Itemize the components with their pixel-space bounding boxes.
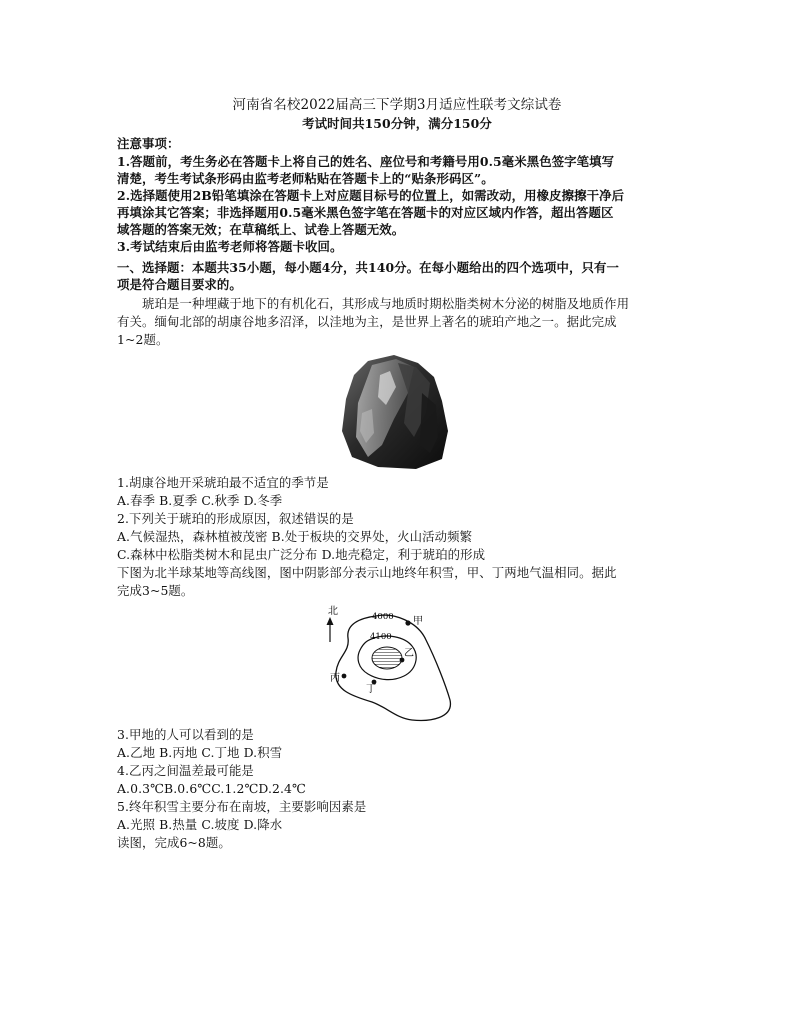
exam-title: 河南省名校2022届高三下学期3月适应性联考文综试卷 — [232, 97, 562, 113]
label-ding: 丁 — [366, 684, 376, 695]
passage-2-line-1: 下图为北半球某地等高线图，图中阴影部分表示山地终年积雪，甲、丁两地气温相同。据此 — [117, 565, 617, 580]
question-2-options-1: A.气候湿热，森林植被茂密 B.处于板块的交界处，火山活动频繁 — [117, 529, 473, 544]
label-bing: 丙 — [330, 673, 340, 684]
question-2: 2.下列关于琥珀的形成原因，叙述错误的是 — [117, 511, 354, 526]
passage-2-line-2: 完成3~5题。 — [117, 583, 194, 598]
note-2-line-2: 再填涂其它答案；非选择题用0.5毫米黑色签字笔在答题卡的对应区域内作答，超出答题区 — [117, 205, 614, 220]
passage-1-line-1: 琥珀是一种埋藏于地下的有机化石，其形成与地质时期松脂类树木分泌的树脂及地质作用 — [142, 296, 630, 311]
contour-label-4000: 4000 — [372, 612, 394, 622]
question-4-options: A.0.3℃B.0.6℃C.1.2℃D.2.4℃ — [117, 781, 307, 796]
point-bing — [342, 674, 347, 679]
label-jia: 甲 — [413, 616, 423, 627]
question-5-options: A.光照 B.热量 C.坡度 D.降水 — [117, 817, 283, 832]
read-instruction: 读图，完成6~8题。 — [117, 835, 231, 850]
passage-1-line-3: 1~2题。 — [117, 332, 169, 347]
note-2-line-1: 2.选择题使用2B铅笔填涂在答题卡上对应题目标号的位置上，如需改动，用橡皮擦擦干净后 — [117, 188, 625, 203]
question-5: 5.终年积雪主要分布在南坡，主要影响因素是 — [117, 799, 367, 814]
exam-subtitle: 考试时间共150分钟，满分150分 — [302, 116, 492, 131]
section-1-line-1: 一、选择题：本题共35小题，每小题4分，共140分。在每小题给出的四个选项中，只有一 — [117, 260, 619, 275]
contour-map — [322, 604, 460, 726]
label-yi: 乙 — [404, 648, 414, 659]
note-2-line-3: 域答题的答案无效；在草稿纸上、试卷上答题无效。 — [117, 222, 405, 237]
amber-photo — [338, 353, 454, 471]
question-1-options: A.春季 B.夏季 C.秋季 D.冬季 — [117, 493, 283, 508]
section-1-line-2: 项是符合题目要求的。 — [117, 277, 242, 292]
question-3: 3.甲地的人可以看到的是 — [117, 727, 254, 742]
notes-heading: 注意事项： — [117, 136, 180, 151]
note-3: 3.考试结束后由监考老师将答题卡收回。 — [117, 239, 343, 254]
note-1-line-2: 清楚，考生考试条形码由监考老师粘贴在答题卡上的“贴条形码区”。 — [117, 171, 494, 186]
question-3-options: A.乙地 B.丙地 C.丁地 D.积雪 — [117, 745, 283, 760]
north-arrow — [327, 617, 334, 642]
point-jia — [405, 620, 410, 625]
question-4: 4.乙丙之间温差最可能是 — [117, 763, 254, 778]
note-1-line-1: 1.答题前，考生务必在答题卡上将自己的姓名、座位号和考籍号用0.5毫米黑色签字笔填写 — [117, 154, 615, 169]
snow-area — [372, 647, 402, 669]
north-label: 北 — [328, 606, 338, 617]
question-2-options-2: C.森林中松脂类树木和昆虫广泛分布 D.地壳稳定，利于琥珀的形成 — [117, 547, 486, 562]
contour-label-4100: 4100 — [370, 632, 392, 642]
passage-1-line-2: 有关。缅甸北部的胡康谷地多沼泽，以洼地为主，是世界上著名的琥珀产地之一。据此完成 — [117, 314, 617, 329]
question-1: 1.胡康谷地开采琥珀最不适宜的季节是 — [117, 475, 329, 490]
